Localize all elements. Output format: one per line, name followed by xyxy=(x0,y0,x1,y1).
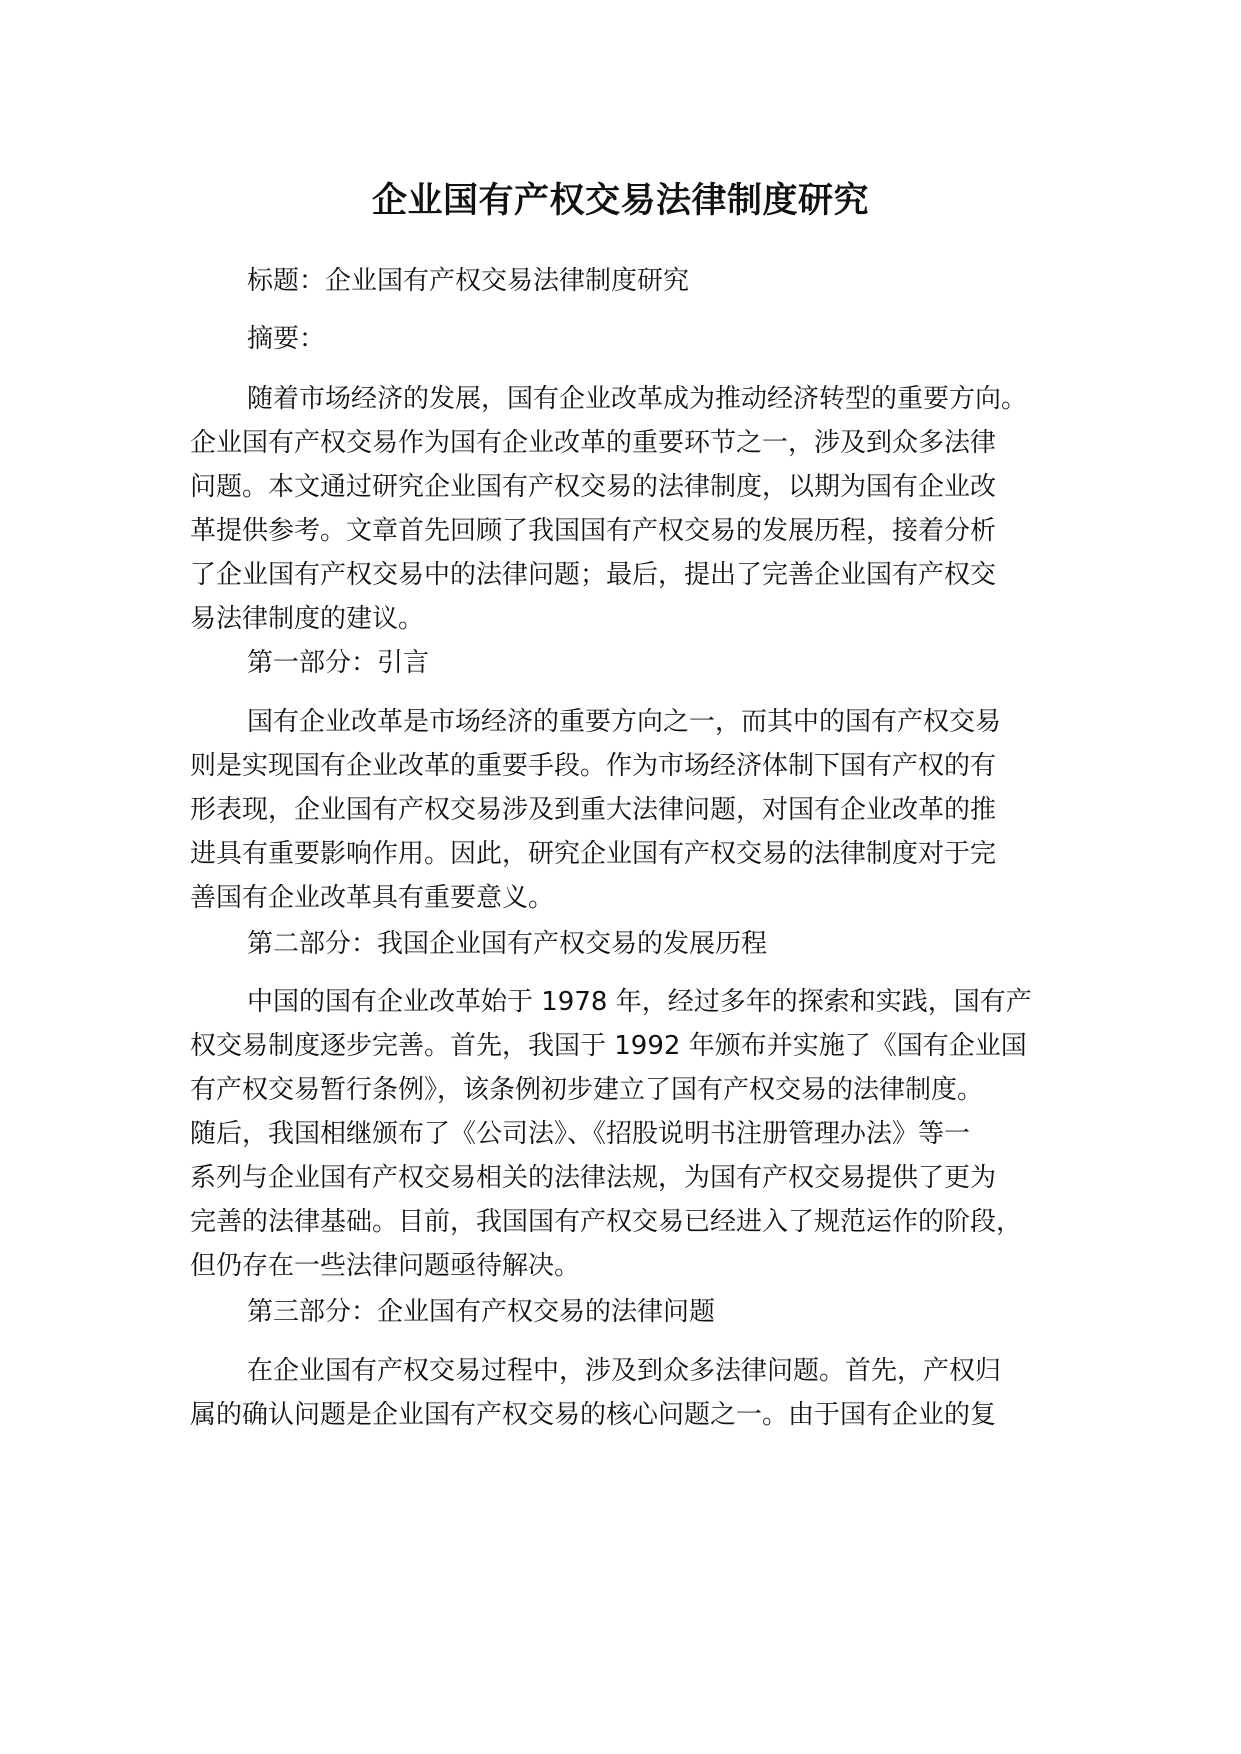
paragraph-line: 易法律制度的建议。 xyxy=(190,604,425,634)
paragraph-line: 善国有企业改革具有重要意义。 xyxy=(190,883,555,913)
paragraph-line: 但仍存在一些法律问题亟待解决。 xyxy=(190,1251,581,1281)
title-line-block xyxy=(190,259,1082,303)
paragraph-line: 了企业国有产权交易中的法律问题；最后，提出了完善企业国有产权交 xyxy=(190,560,997,590)
paragraph-line: 形表现，企业国有产权交易涉及到重大法律问题，对国有企业改革的推 xyxy=(190,795,997,825)
section2-heading-block xyxy=(190,922,1082,966)
paragraph-line: 系列与企业国有产权交易相关的法律法规，为国有产权交易提供了更为 xyxy=(190,1163,997,1193)
paragraph-line: 国有企业改革是市场经济的重要方向之一，而其中的国有产权交易 xyxy=(247,707,1002,737)
paragraph-line: 完善的法律基础。目前，我国国有产权交易已经进入了规范运作的阶段， xyxy=(190,1207,1023,1237)
section-heading: 第一部分：引言 xyxy=(247,648,430,678)
section-heading: 第三部分：企业国有产权交易的法律问题 xyxy=(247,1297,716,1327)
paragraph-line: 进具有重要影响作用。因此，研究企业国有产权交易的法律制度对于完 xyxy=(190,839,997,869)
abstract-label: 摘要： xyxy=(247,324,326,354)
paragraph-line: 随后，我国相继颁布了《公司法》、《招股说明书注册管理办法》等一 xyxy=(190,1119,971,1149)
paragraph-line: 权交易制度逐步完善。首先，我国于 1992 年颁布并实施了《国有企业国 xyxy=(190,1031,1027,1061)
title-line: 标题：企业国有产权交易法律制度研究 xyxy=(247,266,690,296)
abstract-paragraph xyxy=(190,377,1082,641)
paragraph-line: 问题。本文通过研究企业国有产权交易的法律制度，以期为国有企业改 xyxy=(190,472,997,502)
section1-heading-block xyxy=(190,641,1082,685)
abstract-label-block xyxy=(190,317,1082,361)
document-title: 企业国有产权交易法律制度研究 xyxy=(371,181,869,221)
section1-paragraph xyxy=(190,700,1082,920)
paragraph-line: 中国的国有企业改革始于 1978 年，经过多年的探索和实践，国有产 xyxy=(247,987,1032,1017)
section-heading: 第二部分：我国企业国有产权交易的发展历程 xyxy=(247,929,768,959)
paragraph-line: 革提供参考。文章首先回顾了我国国有产权交易的发展历程，接着分析 xyxy=(190,516,997,546)
section3-heading-block xyxy=(190,1290,1082,1334)
paragraph-line: 企业国有产权交易作为国有企业改革的重要环节之一，涉及到众多法律 xyxy=(190,428,997,458)
paragraph-line: 有产权交易暂行条例》，该条例初步建立了国有产权交易的法律制度。 xyxy=(190,1075,984,1105)
paragraph-line: 则是实现国有企业改革的重要手段。作为市场经济体制下国有产权的有 xyxy=(190,751,997,781)
paragraph-line: 属的确认问题是企业国有产权交易的核心问题之一。由于国有企业的复 xyxy=(190,1400,997,1430)
section3-paragraph xyxy=(190,1349,1082,1437)
section2-paragraph xyxy=(190,980,1082,1288)
paragraph-line: 在企业国有产权交易过程中，涉及到众多法律问题。首先，产权归 xyxy=(247,1356,1002,1386)
paragraph-line: 随着市场经济的发展，国有企业改革成为推动经济转型的重要方向。 xyxy=(247,384,1028,414)
